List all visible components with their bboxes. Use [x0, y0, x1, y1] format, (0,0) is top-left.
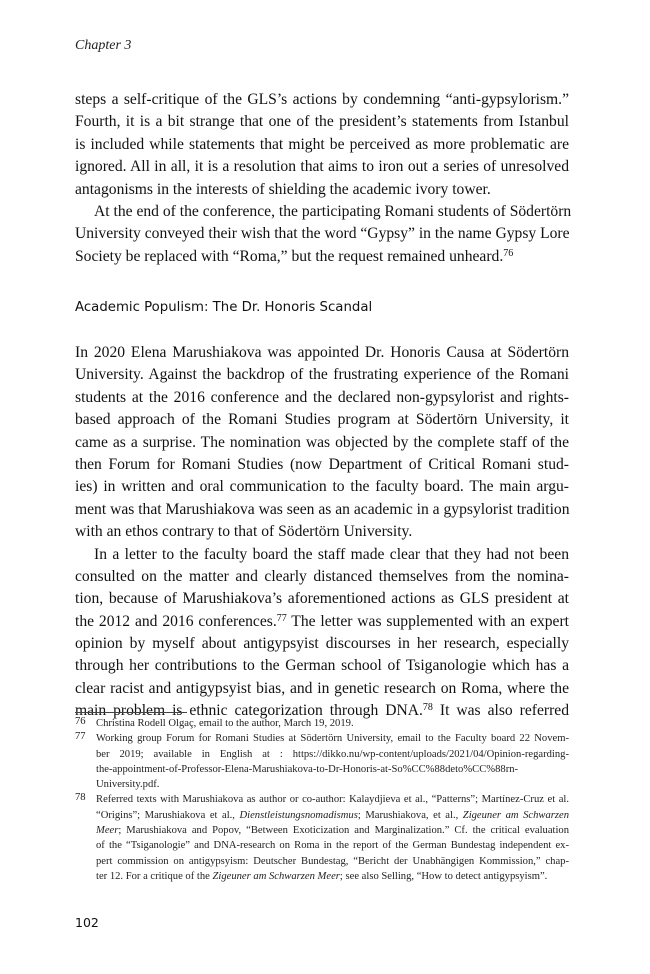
- footnote-divider: [75, 712, 187, 713]
- footnote-line[interactable]: ber 2019; available in English at : https://dikko.nu/wp-content/uploads/2021/04/Opinion-regarding-: [96, 748, 569, 760]
- text-line: In 2020 Elena Marushiakova was appointed Dr. Honoris Causa at Södertörn: [75, 344, 569, 361]
- text-line: [75, 611, 569, 633]
- text-line: University. Against the backdrop of the frustrating experience of the Romani: [75, 366, 569, 384]
- footnote-line: Working group Forum for Romani Studies at Södertörn University, email to the Faculty board 22 Novem-: [96, 733, 569, 745]
- text-line: students at the 2016 conference and the declared non-gypsylorist and rights-: [75, 388, 569, 406]
- text-segment: main problem is ethnic categorization through DNA.: [75, 702, 423, 720]
- running-head: Chapter 3: [75, 38, 132, 53]
- footnote-77: [75, 731, 569, 792]
- book-title: Dienstleistungsnomadismus: [239, 809, 358, 821]
- text-line: tion, because of Marushiakova’s aforementioned actions as GLS president at: [75, 590, 569, 608]
- footnote-78: [75, 792, 569, 884]
- footnote-line: Referred texts with Marushiakova as author or co-author: Kalaydjieva et al., “Patterns”; Martínez-Cruz et al.: [96, 794, 569, 806]
- footnote-ref-78[interactable]: 78: [422, 702, 433, 714]
- footnote-line: [96, 823, 569, 838]
- footnote-number: 78: [75, 792, 86, 804]
- text-line: University conveyed their wish that the word “Gypsy” in the name Gypsy Lore: [75, 225, 570, 243]
- text-segment: Society be replaced with “Roma,” but the request remained unheard.: [75, 247, 504, 265]
- text-line: ment was that Marushiakova was seen as an academic in a gypsylorist tradition: [75, 500, 570, 518]
- footnote-line[interactable]: the-appointment-of-Professor-Elena-Marushiakova-to-Dr-Honoris-at-So%CC%88deto%CC%88rn-: [96, 763, 519, 775]
- text-segment: ter 12. For a critique of the: [96, 870, 213, 882]
- footnote-number: 77: [75, 731, 86, 743]
- text-line: is included while statements that might be perceived as more problematic are: [75, 135, 569, 153]
- text-line: ies) in written and oral communication to the faculty board. The main argu-: [75, 478, 569, 496]
- footnote-ref-77[interactable]: 77: [276, 612, 287, 624]
- footnote-76: [75, 716, 569, 731]
- book-title: Zigeuner am Schwarzen: [462, 809, 569, 821]
- paragraph-block-1: [75, 89, 572, 268]
- footnote-line: Christina Rodell Olgaç, email to the author, March 19, 2019.: [96, 718, 354, 729]
- footnote-line[interactable]: University.pdf.: [96, 779, 160, 791]
- text-segment: It was also referred: [432, 702, 569, 720]
- text-line: Fourth, it is a bit strange that one of the president’s statements from Istanbul: [75, 113, 569, 131]
- text-line: antagonisms in the interests of shielding the academic ivory tower.: [75, 180, 491, 198]
- text-line: ignored. All in all, it is a resolution that aims to iron out a series of unresolved: [75, 158, 569, 176]
- footnotes: [75, 716, 569, 884]
- text-line: opinion by myself about antigypsyist discourses in her research, especially: [75, 635, 569, 653]
- text-line: clear racist and antigypsyist bias, and in genetic research on Roma, where the: [75, 679, 569, 697]
- footnote-line: of the “Tsiganologie” and DNA-research on Roma in the report of the German Bundestag independent ex-: [96, 840, 569, 852]
- text-line: At the end of the conference, the participating Romani students of Södertörn: [94, 202, 572, 220]
- book-title: Zigeuner am Schwarzen Meer: [212, 870, 340, 882]
- text-line: then Forum for Romani Studies (now Department of Critical Romani stud-: [75, 455, 569, 473]
- text-line: through her contributions to the German school of Tsiganologie which has a: [75, 657, 569, 675]
- text-line: based approach of the Romani Studies program at Södertörn University, it: [75, 411, 569, 429]
- text-line: In a letter to the faculty board the staff made clear that they had not been: [94, 545, 569, 563]
- section-heading: Academic Populism: The Dr. Honoris Scandal: [75, 300, 373, 315]
- footnote-line: [96, 869, 569, 884]
- text-segment: ; see also Selling, “How to detect antigypsyism”.: [339, 870, 548, 882]
- text-segment: The letter was supplemented with an expert: [286, 612, 569, 630]
- footnote-number: 76: [75, 716, 86, 727]
- book-title: Meer: [96, 825, 119, 837]
- text-line: [75, 246, 569, 268]
- page-number: 102: [75, 915, 99, 930]
- text-line: consulted on the matter and clearly distanced themselves from the nomina-: [75, 567, 569, 585]
- text-segment: “Origins”; Marushiakova et al.,: [96, 809, 240, 821]
- text-segment: ; Marushiakova and Popov, “Between Exoticization and Marginalization.” Cf. the critical evaluation: [118, 825, 569, 837]
- text-line: with an ethos contrary to that of Södertörn University.: [75, 523, 413, 541]
- text-line: steps a self-critique of the GLS’s actions by condemning “anti-gypsylorism.”: [75, 91, 569, 108]
- footnote-line: pert commission on antigypsyism: Deutscher Bundestag, “Bericht der Unabhängigen Kommission,” chap-: [96, 855, 569, 867]
- text-segment: the 2012 and 2016 conferences.: [75, 612, 277, 630]
- text-line: came as a surprise. The nomination was objected by the complete staff of the: [75, 433, 569, 451]
- footnote-ref-76[interactable]: 76: [503, 247, 514, 259]
- paragraph-block-2: [75, 342, 569, 723]
- text-segment: ; Marushiakova, et al.,: [357, 809, 463, 821]
- footnote-line: [96, 808, 569, 823]
